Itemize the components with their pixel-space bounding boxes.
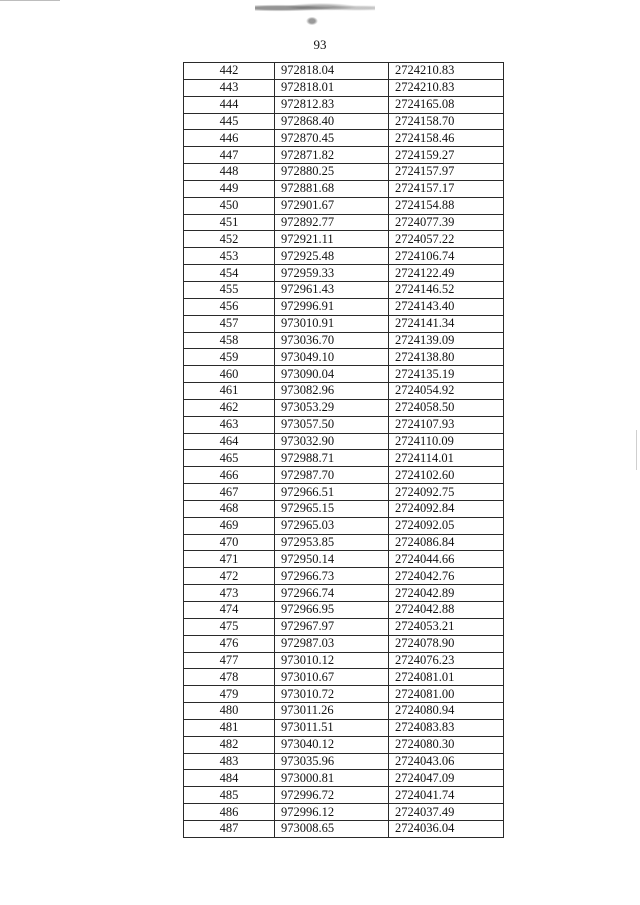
x-coordinate-cell: 973053.29 <box>275 399 389 416</box>
point-number-cell: 454 <box>184 265 275 282</box>
table-row <box>184 265 504 282</box>
table-row <box>184 214 504 231</box>
point-number-cell: 473 <box>184 585 275 602</box>
x-coordinate-cell: 972966.73 <box>275 568 389 585</box>
table-row <box>184 231 504 248</box>
table-row <box>184 703 504 720</box>
point-number-cell: 442 <box>184 63 275 80</box>
page-number: 93 <box>313 37 327 52</box>
x-coordinate-cell: 972881.68 <box>275 180 389 197</box>
table-row <box>184 652 504 669</box>
point-number-cell: 444 <box>184 96 275 113</box>
y-coordinate-cell: 2724041.74 <box>389 787 504 804</box>
y-coordinate-cell: 2724092.05 <box>389 517 504 534</box>
x-coordinate-cell: 972965.15 <box>275 500 389 517</box>
y-coordinate-cell: 2724139.09 <box>389 332 504 349</box>
y-coordinate-cell: 2724114.01 <box>389 450 504 467</box>
point-number-cell: 478 <box>184 669 275 686</box>
y-coordinate-cell: 2724157.97 <box>389 164 504 181</box>
point-number-cell: 463 <box>184 416 275 433</box>
table-row <box>184 669 504 686</box>
x-coordinate-cell: 972996.72 <box>275 787 389 804</box>
point-number-cell: 456 <box>184 298 275 315</box>
table-row <box>184 484 504 501</box>
point-number-cell: 474 <box>184 602 275 619</box>
table-row <box>184 147 504 164</box>
scan-artifact-top-left <box>0 0 60 15</box>
table-row <box>184 433 504 450</box>
table-row <box>184 63 504 80</box>
point-number-cell: 468 <box>184 500 275 517</box>
point-number-cell: 470 <box>184 534 275 551</box>
scan-artifact-top-center <box>255 2 375 14</box>
table-row <box>184 332 504 349</box>
x-coordinate-cell: 972961.43 <box>275 281 389 298</box>
point-number-cell: 445 <box>184 113 275 130</box>
y-coordinate-cell: 2724076.23 <box>389 652 504 669</box>
point-number-cell: 481 <box>184 719 275 736</box>
table-row <box>184 602 504 619</box>
x-coordinate-cell: 972987.70 <box>275 467 389 484</box>
y-coordinate-cell: 2724080.94 <box>389 703 504 720</box>
x-coordinate-cell: 972996.12 <box>275 804 389 821</box>
point-number-cell: 449 <box>184 180 275 197</box>
x-coordinate-cell: 973036.70 <box>275 332 389 349</box>
y-coordinate-cell: 2724122.49 <box>389 265 504 282</box>
y-coordinate-cell: 2724158.70 <box>389 113 504 130</box>
table-row <box>184 551 504 568</box>
coordinates-table-body <box>184 63 504 838</box>
x-coordinate-cell: 972818.04 <box>275 63 389 80</box>
point-number-cell: 450 <box>184 197 275 214</box>
y-coordinate-cell: 2724107.93 <box>389 416 504 433</box>
x-coordinate-cell: 972966.74 <box>275 585 389 602</box>
table-row <box>184 719 504 736</box>
point-number-cell: 484 <box>184 770 275 787</box>
y-coordinate-cell: 2724165.08 <box>389 96 504 113</box>
coordinates-table <box>183 62 504 838</box>
table-row <box>184 197 504 214</box>
table-row <box>184 416 504 433</box>
x-coordinate-cell: 972966.95 <box>275 602 389 619</box>
x-coordinate-cell: 973008.65 <box>275 820 389 837</box>
y-coordinate-cell: 2724210.83 <box>389 79 504 96</box>
x-coordinate-cell: 973082.96 <box>275 383 389 400</box>
x-coordinate-cell: 973000.81 <box>275 770 389 787</box>
table-row <box>184 79 504 96</box>
y-coordinate-cell: 2724042.88 <box>389 602 504 619</box>
point-number-cell: 485 <box>184 787 275 804</box>
point-number-cell: 466 <box>184 467 275 484</box>
table-row <box>184 568 504 585</box>
y-coordinate-cell: 2724047.09 <box>389 770 504 787</box>
table-row <box>184 736 504 753</box>
point-number-cell: 462 <box>184 399 275 416</box>
point-number-cell: 455 <box>184 281 275 298</box>
y-coordinate-cell: 2724037.49 <box>389 804 504 821</box>
y-coordinate-cell: 2724057.22 <box>389 231 504 248</box>
y-coordinate-cell: 2724106.74 <box>389 248 504 265</box>
x-coordinate-cell: 973032.90 <box>275 433 389 450</box>
point-number-cell: 461 <box>184 383 275 400</box>
y-coordinate-cell: 2724042.76 <box>389 568 504 585</box>
y-coordinate-cell: 2724080.30 <box>389 736 504 753</box>
table-row <box>184 366 504 383</box>
x-coordinate-cell: 972892.77 <box>275 214 389 231</box>
x-coordinate-cell: 973035.96 <box>275 753 389 770</box>
table-row <box>184 787 504 804</box>
table-row <box>184 500 504 517</box>
y-coordinate-cell: 2724053.21 <box>389 618 504 635</box>
x-coordinate-cell: 973010.72 <box>275 686 389 703</box>
point-number-cell: 464 <box>184 433 275 450</box>
y-coordinate-cell: 2724081.00 <box>389 686 504 703</box>
table-row <box>184 281 504 298</box>
y-coordinate-cell: 2724210.83 <box>389 63 504 80</box>
point-number-cell: 458 <box>184 332 275 349</box>
table-row <box>184 618 504 635</box>
y-coordinate-cell: 2724146.52 <box>389 281 504 298</box>
x-coordinate-cell: 972966.51 <box>275 484 389 501</box>
y-coordinate-cell: 2724157.17 <box>389 180 504 197</box>
table-row <box>184 130 504 147</box>
y-coordinate-cell: 2724043.06 <box>389 753 504 770</box>
y-coordinate-cell: 2724086.84 <box>389 534 504 551</box>
table-row <box>184 804 504 821</box>
point-number-cell: 446 <box>184 130 275 147</box>
point-number-cell: 451 <box>184 214 275 231</box>
point-number-cell: 459 <box>184 349 275 366</box>
x-coordinate-cell: 973049.10 <box>275 349 389 366</box>
table-row <box>184 113 504 130</box>
x-coordinate-cell: 972818.01 <box>275 79 389 96</box>
point-number-cell: 460 <box>184 366 275 383</box>
x-coordinate-cell: 972868.40 <box>275 113 389 130</box>
y-coordinate-cell: 2724110.09 <box>389 433 504 450</box>
x-coordinate-cell: 972880.25 <box>275 164 389 181</box>
scan-artifact-mark <box>305 16 319 26</box>
point-number-cell: 467 <box>184 484 275 501</box>
x-coordinate-cell: 972959.33 <box>275 265 389 282</box>
table-row <box>184 820 504 837</box>
y-coordinate-cell: 2724158.46 <box>389 130 504 147</box>
x-coordinate-cell: 972988.71 <box>275 450 389 467</box>
table-row <box>184 298 504 315</box>
y-coordinate-cell: 2724143.40 <box>389 298 504 315</box>
point-number-cell: 472 <box>184 568 275 585</box>
y-coordinate-cell: 2724092.75 <box>389 484 504 501</box>
x-coordinate-cell: 972901.67 <box>275 197 389 214</box>
table-row <box>184 467 504 484</box>
point-number-cell: 453 <box>184 248 275 265</box>
x-coordinate-cell: 972967.97 <box>275 618 389 635</box>
point-number-cell: 475 <box>184 618 275 635</box>
table-row <box>184 349 504 366</box>
table-row <box>184 383 504 400</box>
point-number-cell: 486 <box>184 804 275 821</box>
x-coordinate-cell: 973011.51 <box>275 719 389 736</box>
table-row <box>184 180 504 197</box>
point-number-cell: 483 <box>184 753 275 770</box>
x-coordinate-cell: 973011.26 <box>275 703 389 720</box>
point-number-cell: 482 <box>184 736 275 753</box>
y-coordinate-cell: 2724092.84 <box>389 500 504 517</box>
y-coordinate-cell: 2724058.50 <box>389 399 504 416</box>
table-row <box>184 399 504 416</box>
point-number-cell: 476 <box>184 635 275 652</box>
x-coordinate-cell: 973090.04 <box>275 366 389 383</box>
point-number-cell: 469 <box>184 517 275 534</box>
x-coordinate-cell: 973010.91 <box>275 315 389 332</box>
y-coordinate-cell: 2724159.27 <box>389 147 504 164</box>
y-coordinate-cell: 2724083.83 <box>389 719 504 736</box>
y-coordinate-cell: 2724154.88 <box>389 197 504 214</box>
y-coordinate-cell: 2724054.92 <box>389 383 504 400</box>
table-row <box>184 517 504 534</box>
point-number-cell: 443 <box>184 79 275 96</box>
x-coordinate-cell: 972987.03 <box>275 635 389 652</box>
y-coordinate-cell: 2724077.39 <box>389 214 504 231</box>
x-coordinate-cell: 973010.12 <box>275 652 389 669</box>
y-coordinate-cell: 2724138.80 <box>389 349 504 366</box>
point-number-cell: 447 <box>184 147 275 164</box>
x-coordinate-cell: 972812.83 <box>275 96 389 113</box>
table-row <box>184 248 504 265</box>
table-row <box>184 686 504 703</box>
x-coordinate-cell: 972925.48 <box>275 248 389 265</box>
point-number-cell: 457 <box>184 315 275 332</box>
y-coordinate-cell: 2724102.60 <box>389 467 504 484</box>
point-number-cell: 448 <box>184 164 275 181</box>
x-coordinate-cell: 972871.82 <box>275 147 389 164</box>
x-coordinate-cell: 972996.91 <box>275 298 389 315</box>
table-row <box>184 635 504 652</box>
y-coordinate-cell: 2724036.04 <box>389 820 504 837</box>
point-number-cell: 480 <box>184 703 275 720</box>
table-row <box>184 753 504 770</box>
y-coordinate-cell: 2724081.01 <box>389 669 504 686</box>
point-number-cell: 477 <box>184 652 275 669</box>
y-coordinate-cell: 2724135.19 <box>389 366 504 383</box>
x-coordinate-cell: 972870.45 <box>275 130 389 147</box>
scan-artifact-edge <box>636 430 637 470</box>
y-coordinate-cell: 2724078.90 <box>389 635 504 652</box>
x-coordinate-cell: 973010.67 <box>275 669 389 686</box>
table-row <box>184 534 504 551</box>
x-coordinate-cell: 972950.14 <box>275 551 389 568</box>
x-coordinate-cell: 973040.12 <box>275 736 389 753</box>
y-coordinate-cell: 2724044.66 <box>389 551 504 568</box>
table-row <box>184 315 504 332</box>
x-coordinate-cell: 972921.11 <box>275 231 389 248</box>
x-coordinate-cell: 973057.50 <box>275 416 389 433</box>
table-row <box>184 585 504 602</box>
x-coordinate-cell: 972953.85 <box>275 534 389 551</box>
y-coordinate-cell: 2724141.34 <box>389 315 504 332</box>
x-coordinate-cell: 972965.03 <box>275 517 389 534</box>
table-row <box>184 450 504 467</box>
point-number-cell: 465 <box>184 450 275 467</box>
point-number-cell: 479 <box>184 686 275 703</box>
point-number-cell: 487 <box>184 820 275 837</box>
table-row <box>184 164 504 181</box>
table-row <box>184 770 504 787</box>
point-number-cell: 471 <box>184 551 275 568</box>
point-number-cell: 452 <box>184 231 275 248</box>
y-coordinate-cell: 2724042.89 <box>389 585 504 602</box>
table-row <box>184 96 504 113</box>
